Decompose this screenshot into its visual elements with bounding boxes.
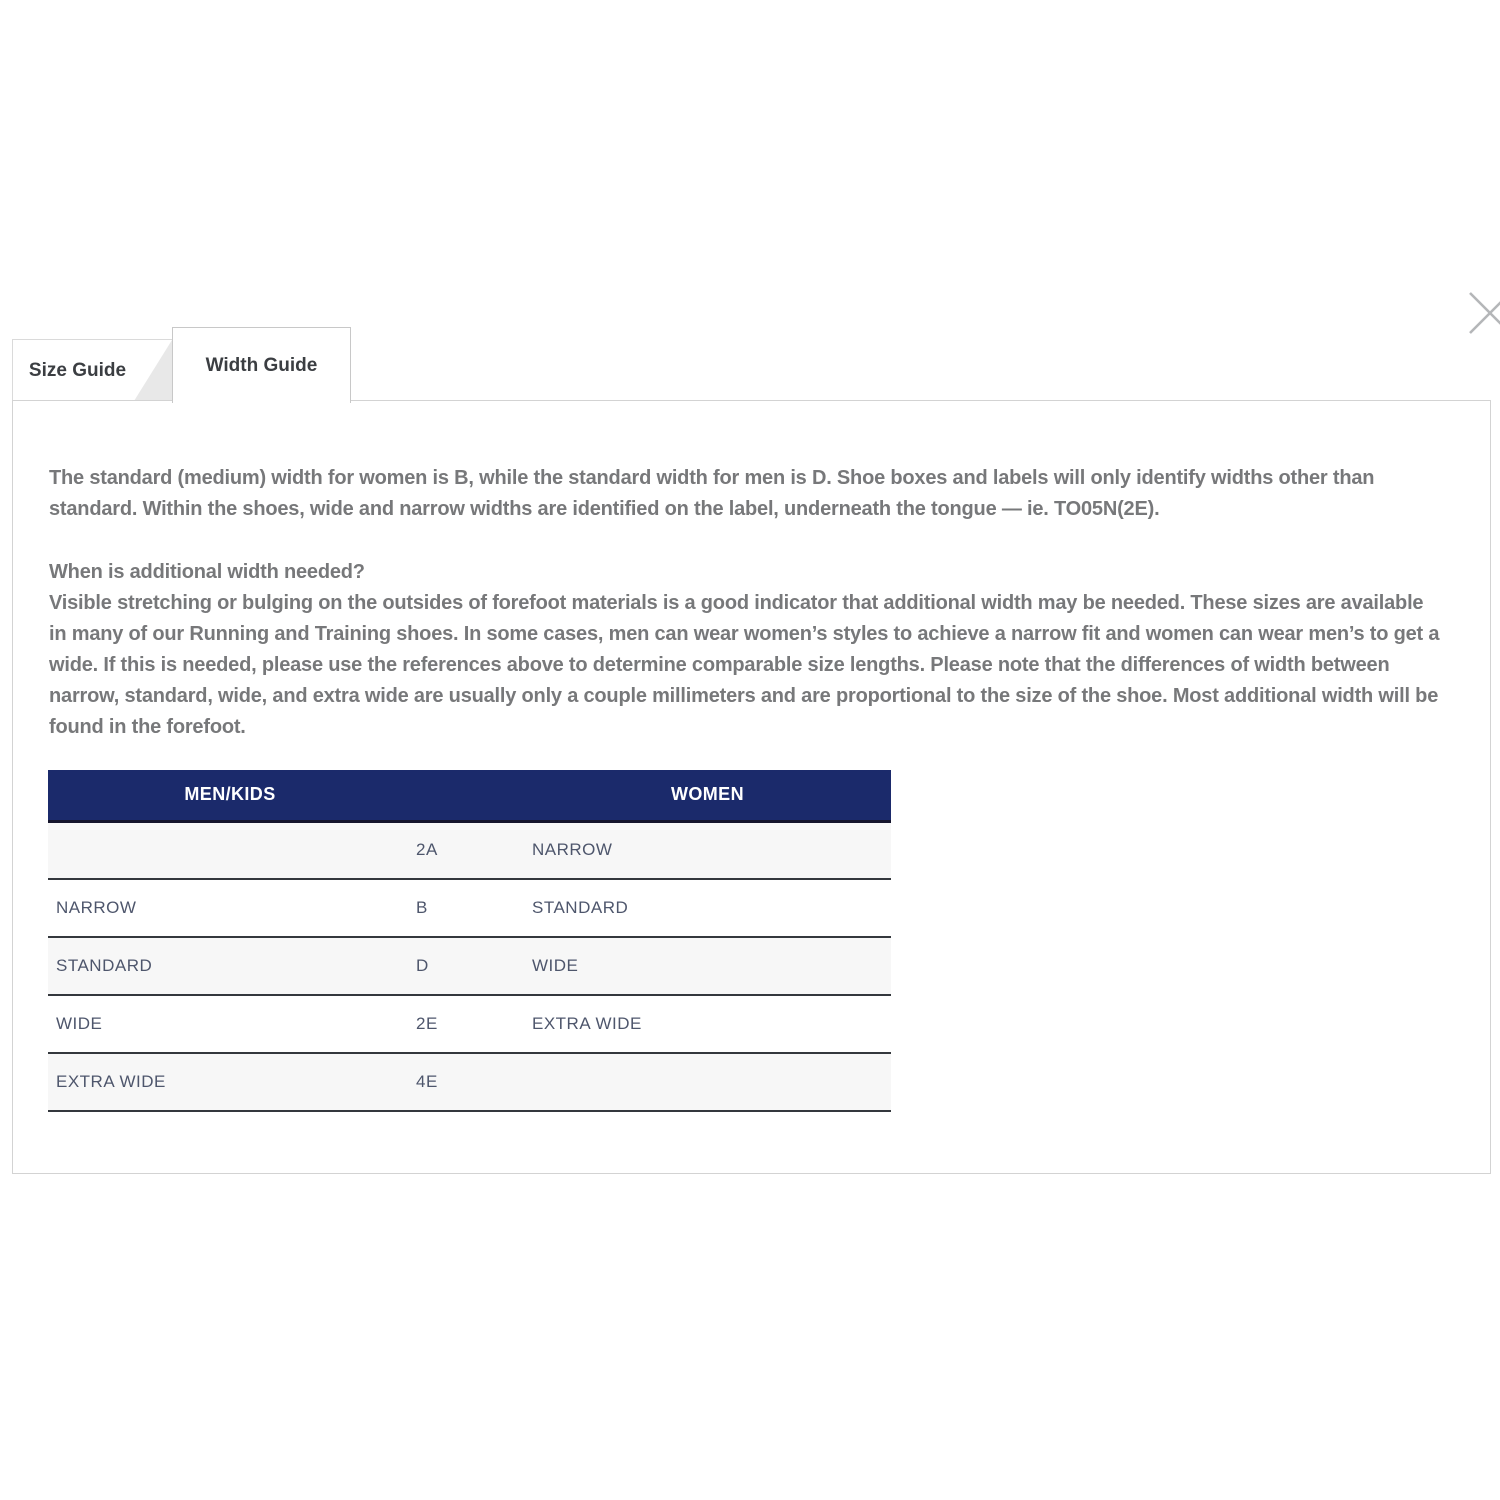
tab-width-guide[interactable]: [172, 327, 351, 403]
table-cell: NARROW: [532, 840, 613, 860]
table-cell: [48, 821, 412, 879]
table-row: [48, 937, 891, 995]
table-cell: 4E: [416, 1072, 438, 1091]
table-cell: D: [416, 956, 429, 975]
tab-size-guide-label: Size Guide: [28, 359, 127, 381]
tab-fold-decoration: [134, 340, 172, 401]
section-body: Visible stretching or bulging on the outsides of forefoot materials is a good indicator that additional width may be needed. These sizes are available in many of our Running and Training shoes. In some cases, men can wear women’s styles to achieve a narrow fit and women can wear men’s to get a wide. If this is needed, please use the references above to determine comparable size lengths. Please note that the differences of width between narrow, standard, wide, and extra wide are usually only a couple millimeters and are proportional to the size of the shoe. Most additional width will be found in the forefoot.: [49, 592, 1440, 738]
table-cell: WIDE: [532, 956, 579, 975]
close-icon: [1466, 289, 1500, 337]
table-cell: STANDARD: [532, 898, 629, 917]
table-cell: B: [416, 898, 428, 917]
tab-width-guide-label: Width Guide: [205, 354, 318, 376]
tab-size-guide[interactable]: [12, 339, 173, 402]
width-guide-panel: [12, 400, 1491, 1174]
table-cell: NARROW: [56, 898, 137, 917]
header-women: WOMEN: [524, 770, 891, 821]
additional-width-section: [49, 557, 1441, 743]
width-comparison-table: [48, 770, 891, 1112]
intro-paragraph: The standard (medium) width for women is B, while the standard width for men is D. Shoe boxes and labels will only identify widths other than standard. Within the shoes, wide and narrow widths are identified on the label, underneath the tongue — ie. TO05N(2E).: [49, 467, 1375, 520]
table-body: [48, 821, 891, 1111]
table-row: [48, 995, 891, 1053]
table-cell: [524, 1053, 891, 1111]
table-cell: STANDARD: [56, 956, 153, 975]
table-row: [48, 1053, 891, 1111]
header-code: [412, 770, 524, 821]
table-cell: EXTRA WIDE: [56, 1072, 166, 1091]
table-row: [48, 821, 891, 879]
table-cell: EXTRA WIDE: [532, 1014, 642, 1033]
table-row: [48, 879, 891, 937]
table-cell: 2A: [416, 840, 438, 860]
table-header-row: [48, 770, 891, 821]
section-heading: When is additional width needed?: [49, 561, 365, 583]
table-cell: 2E: [416, 1014, 438, 1033]
close-button[interactable]: [1466, 289, 1500, 337]
table-cell: WIDE: [56, 1014, 103, 1033]
header-men-kids: MEN/KIDS: [48, 770, 412, 821]
